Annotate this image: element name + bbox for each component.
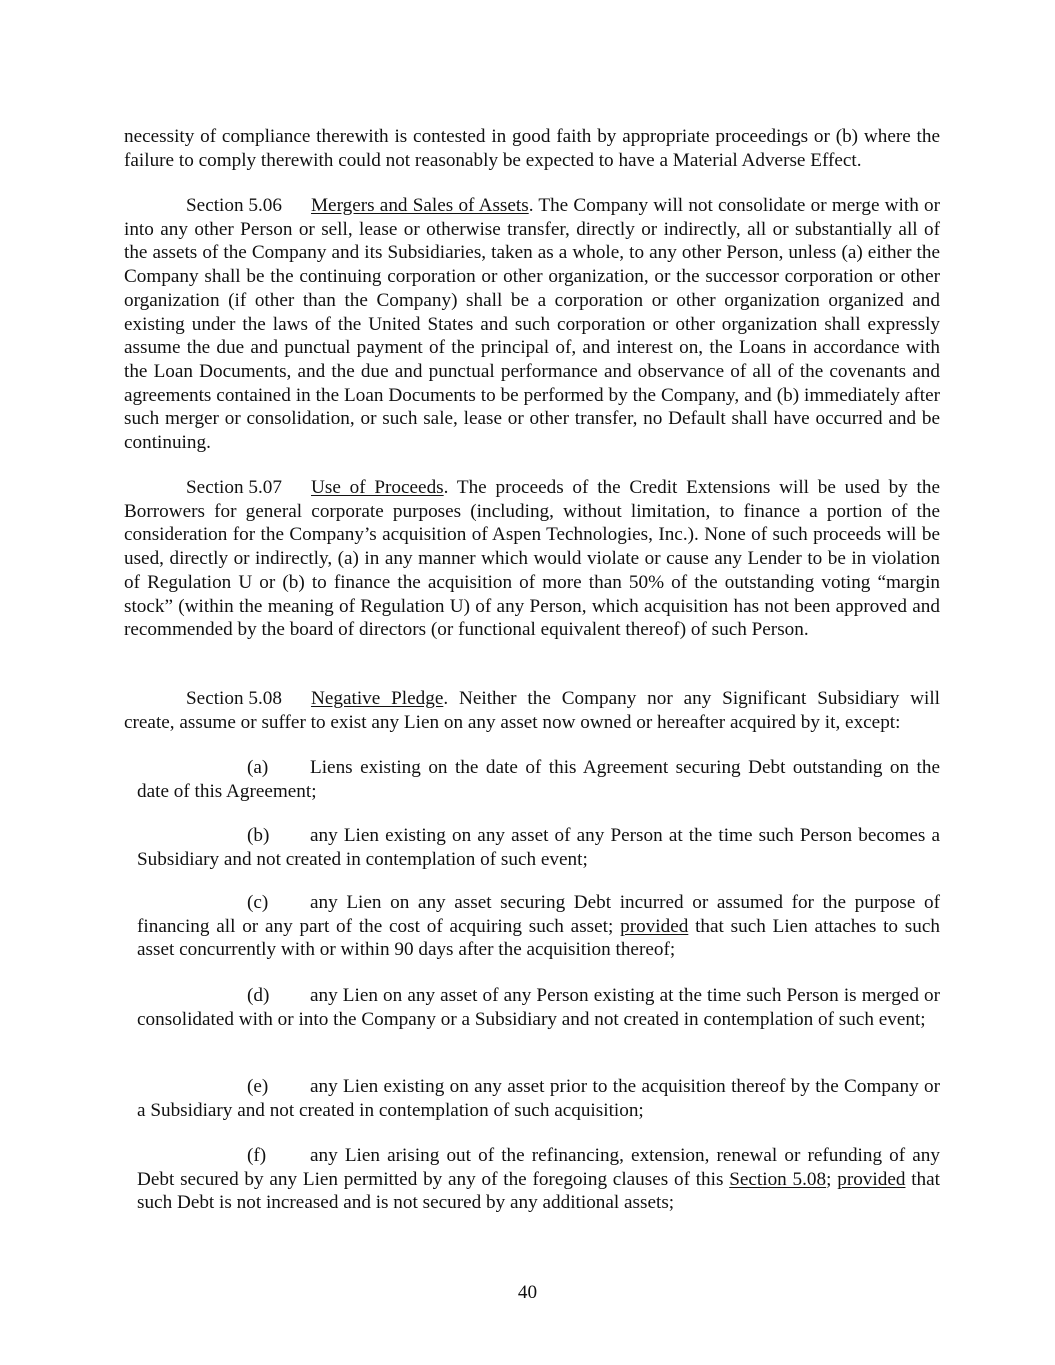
clause-e [137, 1075, 940, 1122]
clause-d [137, 984, 940, 1031]
clause-label: (b) [247, 825, 270, 846]
clause-text: any Lien on any asset securing Debt incurred or assumed for the purpose of financing all or any part of the cost of acquiring such asset; [137, 892, 940, 937]
clause-label: (d) [247, 985, 270, 1006]
page-number: 40 [517, 1282, 538, 1303]
clause-label: (a) [247, 757, 269, 778]
section-text: . Neither the Company nor any Significant Subsidiary will create, assume or suffer to exist any Lien on any asset now owned or hereafter acquired by it, except: [124, 688, 941, 733]
provided-term: provided [620, 915, 689, 937]
section-number: Section 5.07 [186, 477, 282, 498]
section-heading: Mergers and Sales of Assets [311, 195, 529, 216]
clause-f [137, 1144, 940, 1215]
clause-text: any Lien existing on any asset of any Person at the time such Person becomes a Subsidiary and not created in contemplation of such event; [137, 825, 940, 870]
section-5-07 [124, 476, 940, 642]
clause-c [137, 891, 940, 962]
section-5-08 [124, 687, 940, 734]
clause-label: (c) [247, 892, 269, 913]
continuation-paragraph: necessity of compliance therewith is contested in good faith by appropriate proceedings or (b) where the failure to comply therewith could not reasonably be expected to have a Material Adverse Effect. [124, 126, 940, 171]
clause-text: any Lien on any asset of any Person existing at the time such Person is merged or consolidated with or into the Company or a Subsidiary and not created in contemplation of such event; [137, 985, 940, 1030]
clause-text: Liens existing on the date of this Agreement securing Debt outstanding on the date of this Agreement; [137, 757, 940, 802]
section-number: Section 5.08 [186, 688, 282, 709]
section-5-06 [124, 194, 940, 455]
clause-b [137, 824, 940, 871]
clause-a [137, 756, 940, 803]
section-heading: Negative Pledge [311, 688, 444, 709]
section-text: . The proceeds of the Credit Extensions will be used by the Borrowers for general corporate purposes (including, without limitation, to finance a portion of the consideration for the Company’s acquisition of Aspen Technologies, Inc.). None of such proceeds will be used, directly or indirectly, (a) in any manner which would violate or cause any Lender to be in violation of Regulation U or (b) to finance the acquisition of more than 50% of the outstanding voting “margin stock” (within the meaning of Regulation U) of any Person, which acquisition has not been approved and recommended by the board of directors (or functional equivalent thereof) of such Person. [124, 477, 940, 641]
clause-text: ; [826, 1168, 838, 1190]
clause-text: that such Lien attaches to such asset concurrently with or within 90 days after the acquisition thereof; [137, 915, 940, 961]
section-text: . The Company will not consolidate or merge with or into any other Person or sell, lease or otherwise transfer, directly or indirectly, all or substantially all of the assets of the Company and its Subsidiaries, taken as a whole, to any other Person, unless (a) either the Company shall be the continuing corporation or other organization, or the successor corporation or other organization (if other than the Company) shall be a corporation or other organization organized and existing under the laws of the United States and such corporation or other organization shall expressly assume the due and punctual payment of the principal of, and interest on, the Loans in accordance with the Loan Documents, and the due and punctual performance and observance of all of the covenants and agreements contained in the Loan Documents to be performed by the Company, and (b) immediately after such merger or consolidation, or such sale, lease or other transfer, no Default shall have occurred and be continuing. [124, 195, 940, 454]
section-heading: Use of Proceeds [311, 477, 444, 498]
clause-text: any Lien arising out of the refinancing, extension, renewal or refunding of any Debt secured by any Lien permitted by any of the foregoing clauses of this [137, 1145, 940, 1190]
clause-text: that such Debt is not increased and is not secured by any additional assets; [137, 1168, 940, 1214]
section-reference: Section 5.08 [729, 1168, 827, 1190]
clause-label: (f) [247, 1145, 267, 1166]
section-number: Section 5.06 [186, 195, 282, 216]
clause-label: (e) [247, 1076, 269, 1097]
provided-term: provided [837, 1168, 906, 1190]
clause-text: any Lien existing on any asset prior to the acquisition thereof by the Company or a Subsidiary and not created in contemplation of such acquisition; [137, 1076, 940, 1121]
